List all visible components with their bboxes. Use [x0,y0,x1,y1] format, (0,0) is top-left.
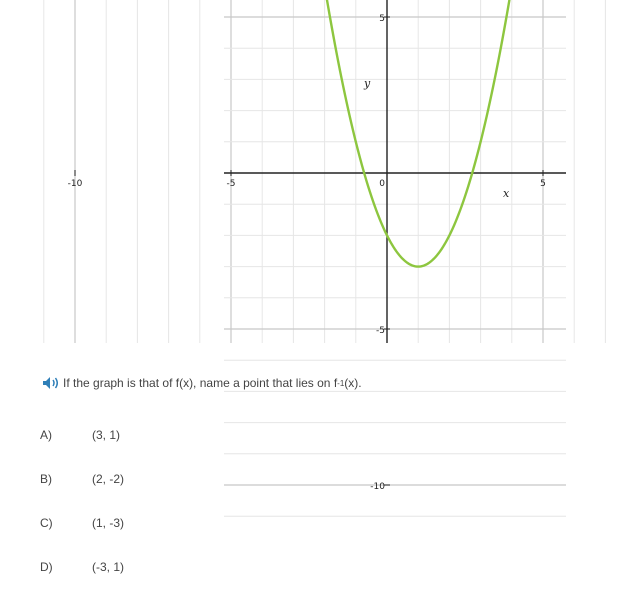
question-prompt [42,376,362,390]
x-axis-label: x [503,187,510,200]
tick-labels [68,0,617,492]
choice-c[interactable] [40,516,124,530]
y-tick-label: 5 [379,14,385,24]
inverse-superscript: -1 [337,378,345,388]
origin-label: 0 [379,179,385,189]
axes [224,0,566,343]
y-tick-label: -5 [376,326,385,336]
choice-letter: B) [40,472,52,486]
choice-text: (-3, 1) [92,560,125,574]
x-tick-label: -10 [67,179,83,189]
y-axis-label: y [364,77,371,90]
speaker-icon[interactable] [42,376,60,390]
choice-b[interactable] [40,472,124,486]
choice-text: (1, -3) [92,516,125,530]
choice-d[interactable] [40,560,124,574]
question-suffix: (x). [344,376,362,390]
choice-text: (3, 1) [92,428,121,442]
y-tick-label: -10 [370,482,385,492]
x-tick-label: -5 [226,179,236,189]
question-text: If the graph is that of f(x), name a point that lies on f [63,376,338,390]
choice-a[interactable] [40,428,120,442]
grid-lines [44,0,617,516]
choice-letter: D) [40,560,53,574]
x-tick-label: 5 [540,179,546,189]
choice-text: (2, -2) [92,472,125,486]
choice-letter: C) [40,516,53,530]
choice-letter: A) [40,428,52,442]
